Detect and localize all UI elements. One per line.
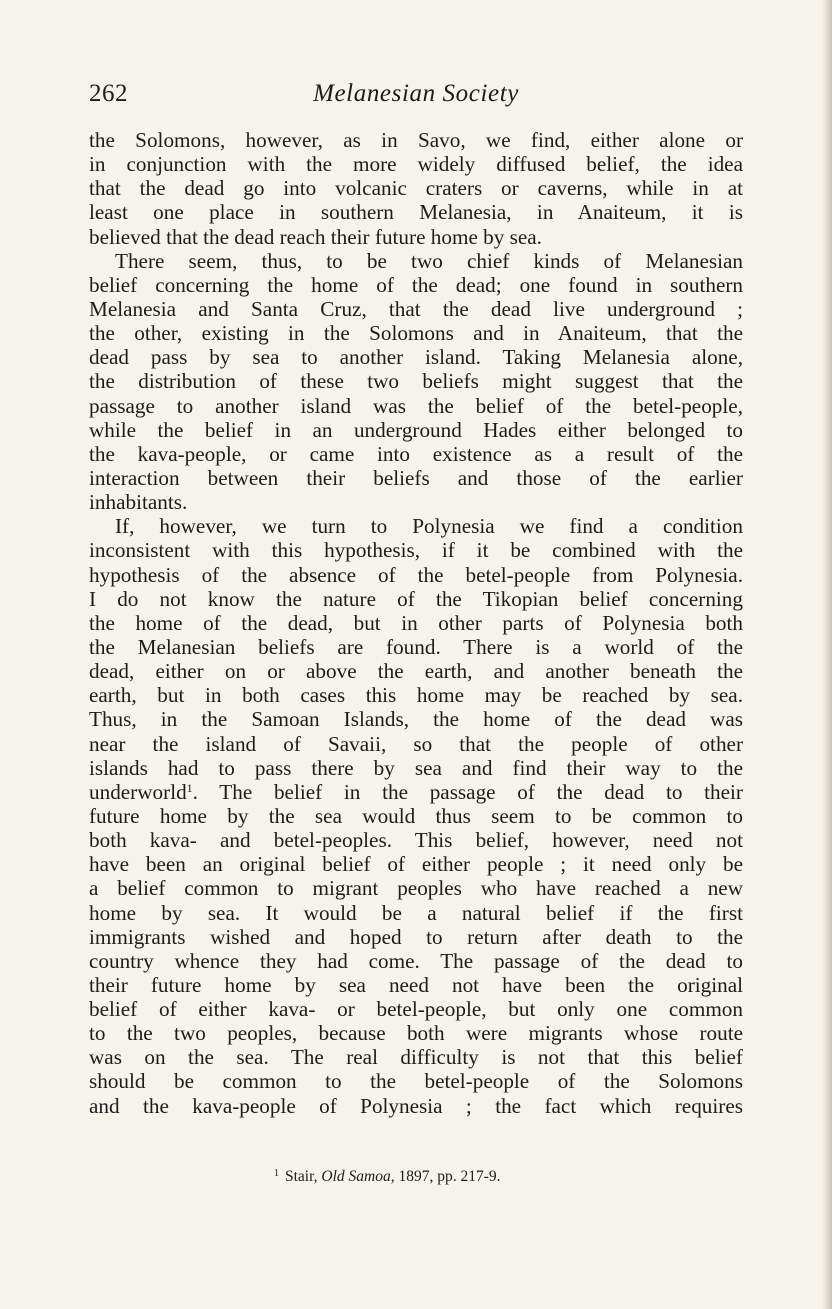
text-line: the home of the dead, but in other parts of Polynesia both [89, 610, 743, 635]
text-line: a belief common to migrant peoples who have reached a new [89, 876, 743, 901]
text-line: home by sea. It would be a natural belief if the first [89, 900, 743, 925]
text-line: should be common to the betel-people of the Solomons [89, 1069, 743, 1094]
text-line: to the two peoples, because both were migrants whose route [89, 1021, 743, 1046]
text-line: the other, existing in the Solomons and in Anaiteum, that the [89, 321, 743, 346]
text-line: was on the sea. The real difficulty is not that this belief [89, 1045, 743, 1070]
text-line: near the island of Savaii, so that the people of other [89, 731, 743, 756]
text-line: immigrants wished and hoped to return after death to the [89, 924, 743, 949]
footnote [274, 1168, 501, 1186]
text-line: Melanesia and Santa Cruz, that the dead live underground ; [89, 296, 743, 321]
text-line: in conjunction with the more widely diffused belief, the idea [89, 152, 743, 177]
text-line: dead, either on or above the earth, and another beneath the [89, 659, 743, 684]
text-line: and the kava-people of Polynesia ; the fact which requires [89, 1093, 743, 1118]
text-line: If, however, we turn to Polynesia we find a condition [115, 514, 743, 539]
text-line: the Solomons, however, as in Savo, we find, either alone or [89, 128, 743, 152]
paragraph-1 [89, 128, 743, 249]
page-header [89, 80, 743, 114]
text-line: passage to another island was the belief of the betel-people, [89, 393, 743, 418]
footnote-title: Old Samoa, [321, 1168, 395, 1185]
page-edge-shadow [822, 0, 832, 1309]
text-line: inconsistent with this hypothesis, if it be combined with the [89, 538, 743, 563]
text-fragment: underworld [89, 779, 187, 804]
text-line: both kava- and betel-peoples. This belief, however, need not [89, 828, 743, 853]
footnote-details: 1897, pp. 217-9. [398, 1168, 501, 1185]
text-line: Thus, in the Samoan Islands, the home of the dead was [89, 707, 743, 732]
text-line: that the dead go into volcanic craters or caverns, while in at [89, 176, 743, 201]
text-line: earth, but in both cases this home may be reached by sea. [89, 683, 743, 708]
paragraph-3 [89, 514, 743, 1118]
text-line: There seem, thus, to be two chief kinds of Melanesian [115, 248, 743, 273]
text-line-with-footnote-ref [89, 780, 743, 804]
text-line: hypothesis of the absence of the betel-people from Polynesia. [89, 562, 743, 587]
text-line: country whence they had come. The passage of the dead to [89, 948, 743, 973]
text-line: least one place in southern Melanesia, in Anaiteum, it is [89, 200, 743, 225]
text-line: the Melanesian beliefs are found. There is a world of the [89, 634, 743, 659]
text-line: belief concerning the home of the dead; one found in southern [89, 272, 743, 297]
text-line: believed that the dead reach their future home by sea. [89, 224, 542, 249]
footnote-mark: 1 [274, 1168, 279, 1179]
text-line: future home by the sea would thus seem to be common to [89, 803, 743, 828]
text-fragment: . The belief in the passage of the dead to their [192, 779, 743, 804]
footnote-author: Stair, [285, 1168, 318, 1185]
text-line: islands had to pass there by sea and find their way to the [89, 755, 743, 780]
text-line: their future home by sea need not have been the original [89, 972, 743, 997]
text-line: interaction between their beliefs and those of the earlier [89, 465, 743, 490]
body-text [89, 128, 743, 1118]
text-line: I do not know the nature of the Tikopian belief concerning [89, 586, 743, 611]
text-line: have been an original belief of either people ; it need only be [89, 852, 743, 877]
text-line: the distribution of these two beliefs might suggest that the [89, 369, 743, 394]
paragraph-2 [89, 249, 743, 515]
text-line: belief of either kava- or betel-people, but only one common [89, 997, 743, 1022]
running-title: Melanesian Society [313, 80, 519, 107]
footnote-reference: 1 [186, 780, 193, 795]
text-line: while the belief in an underground Hades either belonged to [89, 417, 743, 442]
text-line: dead pass by sea to another island. Taking Melanesia alone, [89, 345, 743, 370]
text-line: inhabitants. [89, 490, 188, 515]
page-number: 262 [89, 80, 128, 107]
text-line: the kava-people, or came into existence as a result of the [89, 441, 743, 466]
